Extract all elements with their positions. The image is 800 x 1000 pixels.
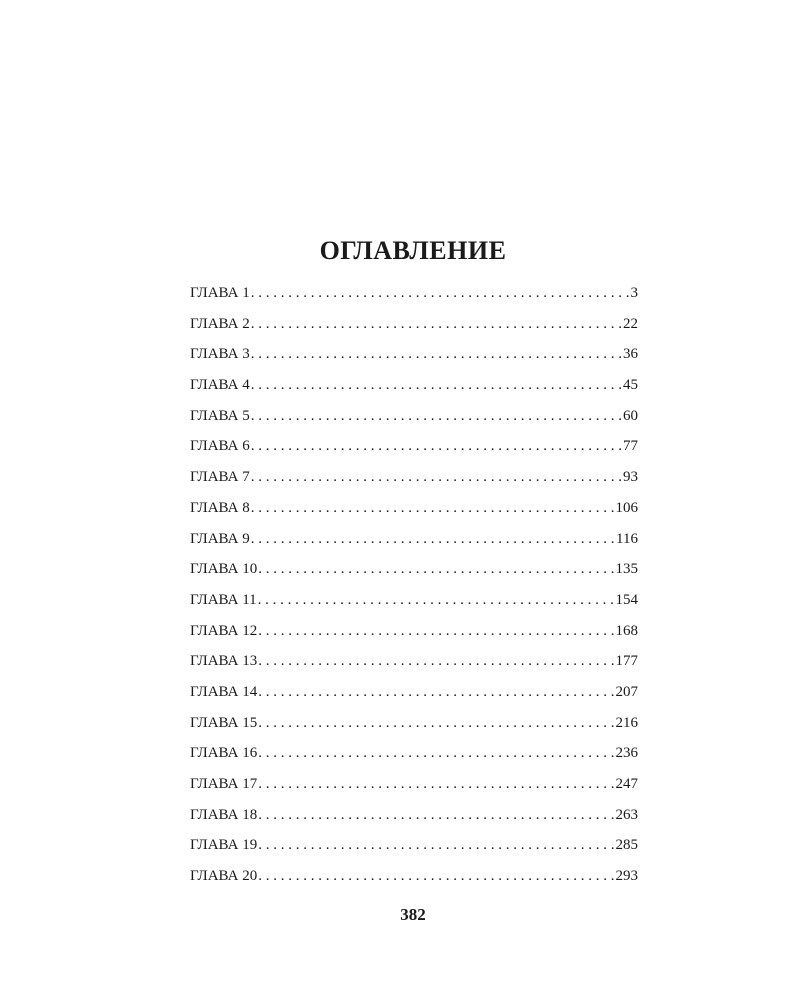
toc-list (190, 282, 638, 896)
toc-dot-leader (258, 620, 613, 642)
toc-entry-label: ГЛАВА 19 (190, 837, 258, 854)
toc-entry (190, 343, 638, 374)
toc-entry-label: ГЛАВА 9 (190, 530, 250, 547)
toc-entry-label: ГЛАВА 5 (190, 407, 250, 424)
toc-entry (190, 435, 638, 466)
toc-entry-label: ГЛАВА 14 (190, 683, 258, 700)
toc-entry-label: ГЛАВА 2 (190, 315, 250, 332)
toc-entry-label: ГЛАВА 17 (190, 776, 258, 792)
toc-dot-leader (251, 466, 621, 488)
toc-entry (190, 374, 638, 405)
toc-entry-page: 77 (623, 438, 638, 455)
toc-entry (190, 528, 638, 559)
toc-entry-page: 293 (615, 868, 638, 885)
toc-dot-leader (251, 497, 614, 519)
toc-dot-leader (251, 528, 614, 550)
toc-entry-label: ГЛАВА 7 (190, 469, 250, 486)
toc-dot-leader (258, 681, 613, 703)
toc-entry-page: 3 (630, 285, 638, 301)
toc-title: ОГЛАВЛЕНИЕ (319, 236, 507, 265)
toc-entry (190, 466, 638, 497)
toc-dot-leader (251, 282, 629, 304)
toc-dot-leader (251, 374, 621, 396)
toc-entry (190, 773, 638, 804)
toc-entry (190, 558, 638, 589)
toc-entry-label: ГЛАВА 6 (190, 438, 250, 455)
toc-entry-page: 177 (615, 653, 638, 670)
toc-entry-label: ГЛАВА 10 (190, 561, 258, 578)
toc-dot-leader (258, 589, 614, 611)
toc-entry (190, 804, 638, 835)
toc-dot-leader (258, 558, 613, 580)
toc-entry-label: ГЛАВА 3 (190, 346, 250, 363)
toc-entry-label: ГЛАВА 1 (190, 285, 250, 301)
toc-entry-page: 93 (623, 469, 638, 486)
toc-dot-leader (251, 435, 621, 457)
toc-entry (190, 405, 638, 436)
toc-dot-leader (258, 650, 613, 672)
toc-dot-leader (251, 343, 621, 365)
toc-entry-page: 247 (615, 776, 638, 792)
toc-dot-leader (258, 742, 613, 764)
toc-entry-page: 168 (615, 622, 638, 639)
toc-dot-leader (258, 773, 613, 795)
toc-entry (190, 712, 638, 743)
toc-entry-label: ГЛАВА 16 (190, 745, 258, 762)
toc-entry-label: ГЛАВА 4 (190, 377, 250, 394)
toc-entry-page: 60 (623, 407, 638, 424)
toc-entry-page: 154 (615, 591, 638, 608)
toc-entry (190, 650, 638, 681)
toc-entry (190, 497, 638, 528)
toc-dot-leader (258, 712, 613, 734)
toc-entry (190, 620, 638, 651)
toc-entry (190, 742, 638, 773)
toc-entry-page: 22 (623, 315, 638, 332)
toc-entry (190, 681, 638, 712)
toc-entry (190, 282, 638, 313)
toc-entry-label: ГЛАВА 20 (190, 868, 258, 885)
toc-entry-label: ГЛАВА 15 (190, 714, 258, 731)
toc-entry-page: 207 (615, 683, 638, 700)
toc-dot-leader (251, 405, 621, 427)
toc-dot-leader (258, 804, 613, 826)
toc-entry-page: 285 (615, 837, 638, 854)
toc-dot-leader (258, 865, 613, 887)
toc-entry (190, 313, 638, 344)
toc-entry-page: 45 (623, 377, 638, 394)
page-number: 382 (400, 905, 426, 924)
toc-entry (190, 865, 638, 896)
toc-entry-page: 116 (616, 530, 638, 547)
toc-entry-label: ГЛАВА 13 (190, 653, 258, 670)
toc-dot-leader (251, 313, 621, 335)
toc-dot-leader (258, 834, 613, 856)
toc-entry (190, 834, 638, 865)
toc-entry-label: ГЛАВА 11 (190, 591, 257, 608)
toc-entry-page: 135 (615, 561, 638, 578)
toc-entry-page: 36 (623, 346, 638, 363)
toc-entry-label: ГЛАВА 12 (190, 622, 258, 639)
toc-entry-label: ГЛАВА 8 (190, 499, 250, 516)
toc-entry (190, 589, 638, 620)
toc-entry-label: ГЛАВА 18 (190, 806, 258, 823)
toc-entry-page: 216 (615, 714, 638, 731)
toc-entry-page: 263 (615, 806, 638, 823)
toc-entry-page: 106 (615, 499, 638, 516)
toc-entry-page: 236 (615, 745, 638, 762)
